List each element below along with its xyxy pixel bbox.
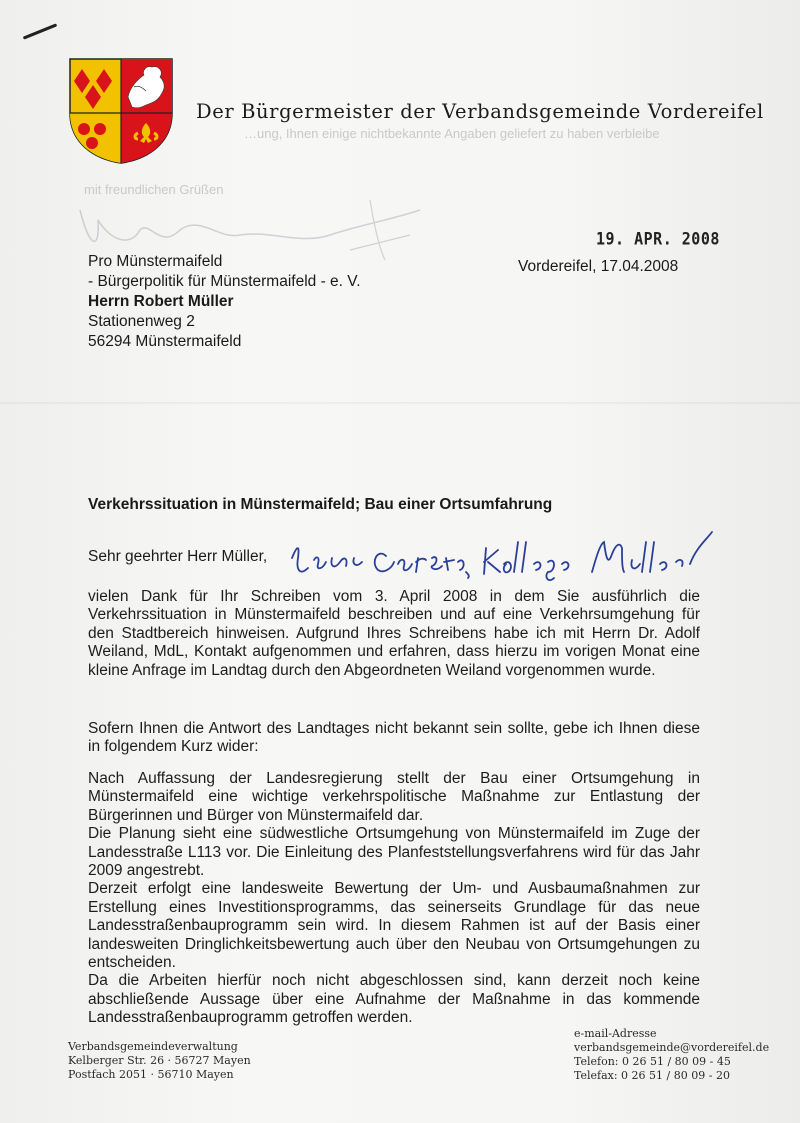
pen-mark <box>23 23 58 39</box>
footer-fax: Telefax: 0 26 51 / 80 09 - 20 <box>574 1069 730 1082</box>
bleed-through-closing: mit freundlichen Grüßen <box>84 182 224 197</box>
body-paragraph: Derzeit erfolgt eine landesweite Bewertung der Um- und Ausbaumaßnahmen zur Erstellung eines Investitionsprogramms, das seinerseits Grundlage für das neue Landesstraßenbauprogramm sein wird. In diesem Rahmen ist auf der Basis einer landesweiten Dringlichkeitsbewertung auch über den Neubau von Ortsumgehungen zu entscheiden. <box>88 880 700 972</box>
recipient-city: 56294 Münstermaifeld <box>88 333 242 350</box>
footer-address <box>68 1040 251 1082</box>
footer-org: Verbandsgemeindeverwaltung <box>68 1040 238 1053</box>
body-paragraph: Nach Auffassung der Landesregierung stellt der Bau einer Ortsumgehung in Münstermaifeld eine wichtige verkehrspolitische Maßnahme zur Entlastung der Bürgerinnen und Bürger von Münstermaifeld dar. <box>88 770 700 824</box>
letter-place-date: Vordereifel, 17.04.2008 <box>518 258 679 275</box>
salutation: Sehr geehrter Herr Müller, <box>88 548 268 565</box>
body-paragraph-group <box>88 770 700 1028</box>
handwritten-salutation <box>286 528 716 588</box>
recipient-org-subtitle: - Bürgerpolitik für Münstermaifeld - e. V. <box>88 273 361 290</box>
recipient-org: Pro Münstermaifeld <box>88 253 223 270</box>
letter-subject: Verkehrssituation in Münstermaifeld; Bau einer Ortsumfahrung <box>88 496 553 513</box>
footer-email: verbandsgemeinde@vordereifel.de <box>574 1041 770 1054</box>
footer-street: Kelberger Str. 26 · 56727 Mayen <box>68 1054 251 1067</box>
footer-postbox: Postfach 2051 · 56710 Mayen <box>68 1068 234 1081</box>
coat-of-arms-icon <box>68 57 174 165</box>
footer-phone: Telefon: 0 26 51 / 80 09 - 45 <box>574 1055 731 1068</box>
recipient-name: Herrn Robert Müller <box>88 293 234 310</box>
recipient-address <box>88 252 361 352</box>
letterhead-title: Der Bürgermeister der Verbandsgemeinde Vordereifel <box>196 100 764 123</box>
received-date-stamp: 19. APR. 2008 <box>596 228 720 250</box>
body-paragraph: Da die Arbeiten hierfür noch nicht abgeschlossen sind, kann derzeit noch keine abschließende Aussage über eine Aufnahme der Maßnahme in das kommende Landesstraßenbauprogramm getroffen werden. <box>88 972 700 1027</box>
recipient-street: Stationenweg 2 <box>88 313 195 330</box>
body-paragraph: vielen Dank für Ihr Schreiben vom 3. April 2008 in dem Sie ausführlich die Verkehrssituation in Münstermaifeld beschreiben und auf eine Verkehrsumgehung für den Stadtbereich hinweisen. Aufgrund Ihres Schreibens habe ich mit Herrn Dr. Adolf Weiland, MdL, Kontakt aufgenommen und erfahren, dass hierzu im vorigen Monat eine kleine Anfrage im Landtag durch den Abgeordneten Weiland vorgenommen wurde. <box>88 588 700 679</box>
footer-contact <box>574 1027 769 1083</box>
paper-fold <box>0 402 800 405</box>
body-paragraph: Sofern Ihnen die Antwort des Landtages nicht bekannt sein sollte, gebe ich Ihnen diese in folgendem Kurz wider: <box>88 720 700 756</box>
body-paragraph: Die Planung sieht eine südwestliche Ortsumgehung von Münstermaifeld im Zuge der Landesstraße L113 vor. Die Einleitung des Planfeststellungsverfahrens wird für das Jahr 2009 angestrebt. <box>88 825 700 880</box>
bleed-through-text: …ung, Ihnen einige nichtbekannte Angaben geliefert zu haben verbleibe <box>244 126 660 141</box>
footer-email-label: e-mail-Adresse <box>574 1027 657 1040</box>
